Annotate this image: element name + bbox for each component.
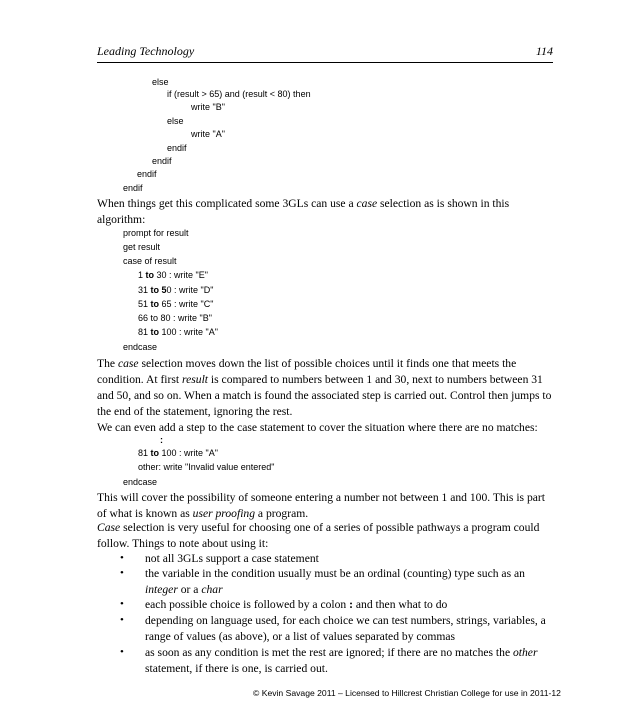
code-line: : (160, 435, 163, 445)
emphasis: case (356, 197, 378, 210)
code-line: write "B" (191, 102, 225, 112)
text: 0 (166, 285, 172, 295)
code-line: other: write "Invalid value entered" (138, 462, 275, 472)
text: 81 (138, 327, 151, 337)
code-line: get result (123, 242, 161, 252)
paragraph-1 (97, 196, 557, 228)
header-title: Leading Technology (97, 44, 195, 58)
text: : write "D" (171, 285, 214, 295)
list-item (145, 597, 555, 613)
code-line: endif (137, 169, 157, 179)
code-line: case of result (123, 256, 177, 266)
code-line (138, 270, 208, 280)
keyword: to (150, 327, 160, 337)
emphasis: user proofing (192, 507, 256, 520)
bullet-icon: • (120, 552, 124, 564)
text: 81 (138, 448, 151, 458)
text: selection moves down the list of possible choices until it finds one that meets the condition. At first (97, 357, 517, 386)
code-line: endif (152, 156, 172, 166)
text: each possible choice is followed by a colon (145, 598, 350, 611)
code-line: endif (167, 143, 187, 153)
code-line: 66 to 80 : write "B" (138, 313, 212, 323)
paragraph-2 (97, 356, 557, 420)
code-line: endcase (123, 342, 158, 352)
text: 100 : write "A" (159, 327, 218, 337)
code-line (138, 327, 218, 337)
header-page-number: 114 (535, 44, 553, 58)
text: and then what to do (353, 598, 448, 611)
text: selection as is shown in this algorithm: (97, 197, 510, 226)
code-line: endcase (123, 477, 158, 487)
emphasis: Case (97, 521, 121, 534)
text: or a (177, 583, 202, 596)
text: 65 : write "C" (159, 299, 214, 309)
text: as soon as any condition is met the rest are ignored; if there are no matches the (145, 646, 513, 659)
text: This will cover the possibility of someone entering a number not between 1 and 100. This is part of what is known as (97, 491, 545, 520)
code-line (138, 448, 218, 458)
emphasis: case (117, 357, 139, 370)
text: statement, if there is one, is carried out. (145, 662, 328, 675)
text: 5 (159, 285, 167, 295)
text: the variable in the condition usually must be an ordinal (counting) type such as an (145, 567, 525, 580)
code-line: endif (123, 183, 143, 193)
list-item (145, 566, 555, 598)
emphasis: integer (145, 583, 178, 596)
paragraph-5 (97, 520, 557, 552)
code-line: prompt for result (123, 228, 189, 238)
page-footer: © Kevin Savage 2011 – Licensed to Hillcrest Christian College for use in 2011-12 (253, 688, 561, 698)
text: The (97, 357, 118, 370)
code-line: write "A" (191, 129, 225, 139)
emphasis: other (512, 646, 538, 659)
text: 30 : write "E" (154, 270, 208, 280)
strong: : (349, 598, 353, 611)
code-line: else (167, 116, 184, 126)
keyword: to (150, 448, 160, 458)
text: 100 : write "A" (159, 448, 218, 458)
keyword: to (150, 299, 160, 309)
keyword: to (145, 270, 155, 280)
bullet-icon: • (120, 646, 124, 658)
list-item (145, 645, 555, 677)
text: is compared to numbers between 1 and 30, next to numbers between 31 and 50, and so on. When a match is found the associated step is carried out. Control then jumps to the end of the statement, ignoring the rest. (97, 373, 552, 418)
code-line (138, 299, 213, 309)
text: When things get this complicated some 3GLs can use a (97, 197, 357, 210)
paragraph-4 (97, 490, 557, 522)
text: a program. (255, 507, 309, 520)
emphasis: char (201, 583, 223, 596)
paragraph-3: We can even add a step to the case statement to cover the situation where there are no matches: (97, 421, 538, 434)
keyword: to (150, 285, 160, 295)
text: selection is very useful for choosing one of a series of possible pathways a program could follow. Things to note about using it: (97, 521, 540, 550)
page-header (97, 44, 553, 63)
bullet-icon: • (120, 614, 124, 626)
list-item: depending on language used, for each choice we can test numbers, strings, variables, a range of values (as above), or a list of values separated by commas (145, 614, 546, 643)
list-item: not all 3GLs support a case statement (145, 552, 319, 565)
code-line (138, 285, 213, 295)
text: 51 (138, 299, 151, 309)
text: 1 (138, 270, 146, 280)
bullet-icon: • (120, 598, 124, 610)
code-line: if (result > 65) and (result < 80) then (167, 89, 311, 99)
emphasis: result (182, 373, 209, 386)
text: 31 (138, 285, 151, 295)
code-line: else (152, 77, 169, 87)
bullet-icon: • (120, 567, 124, 579)
